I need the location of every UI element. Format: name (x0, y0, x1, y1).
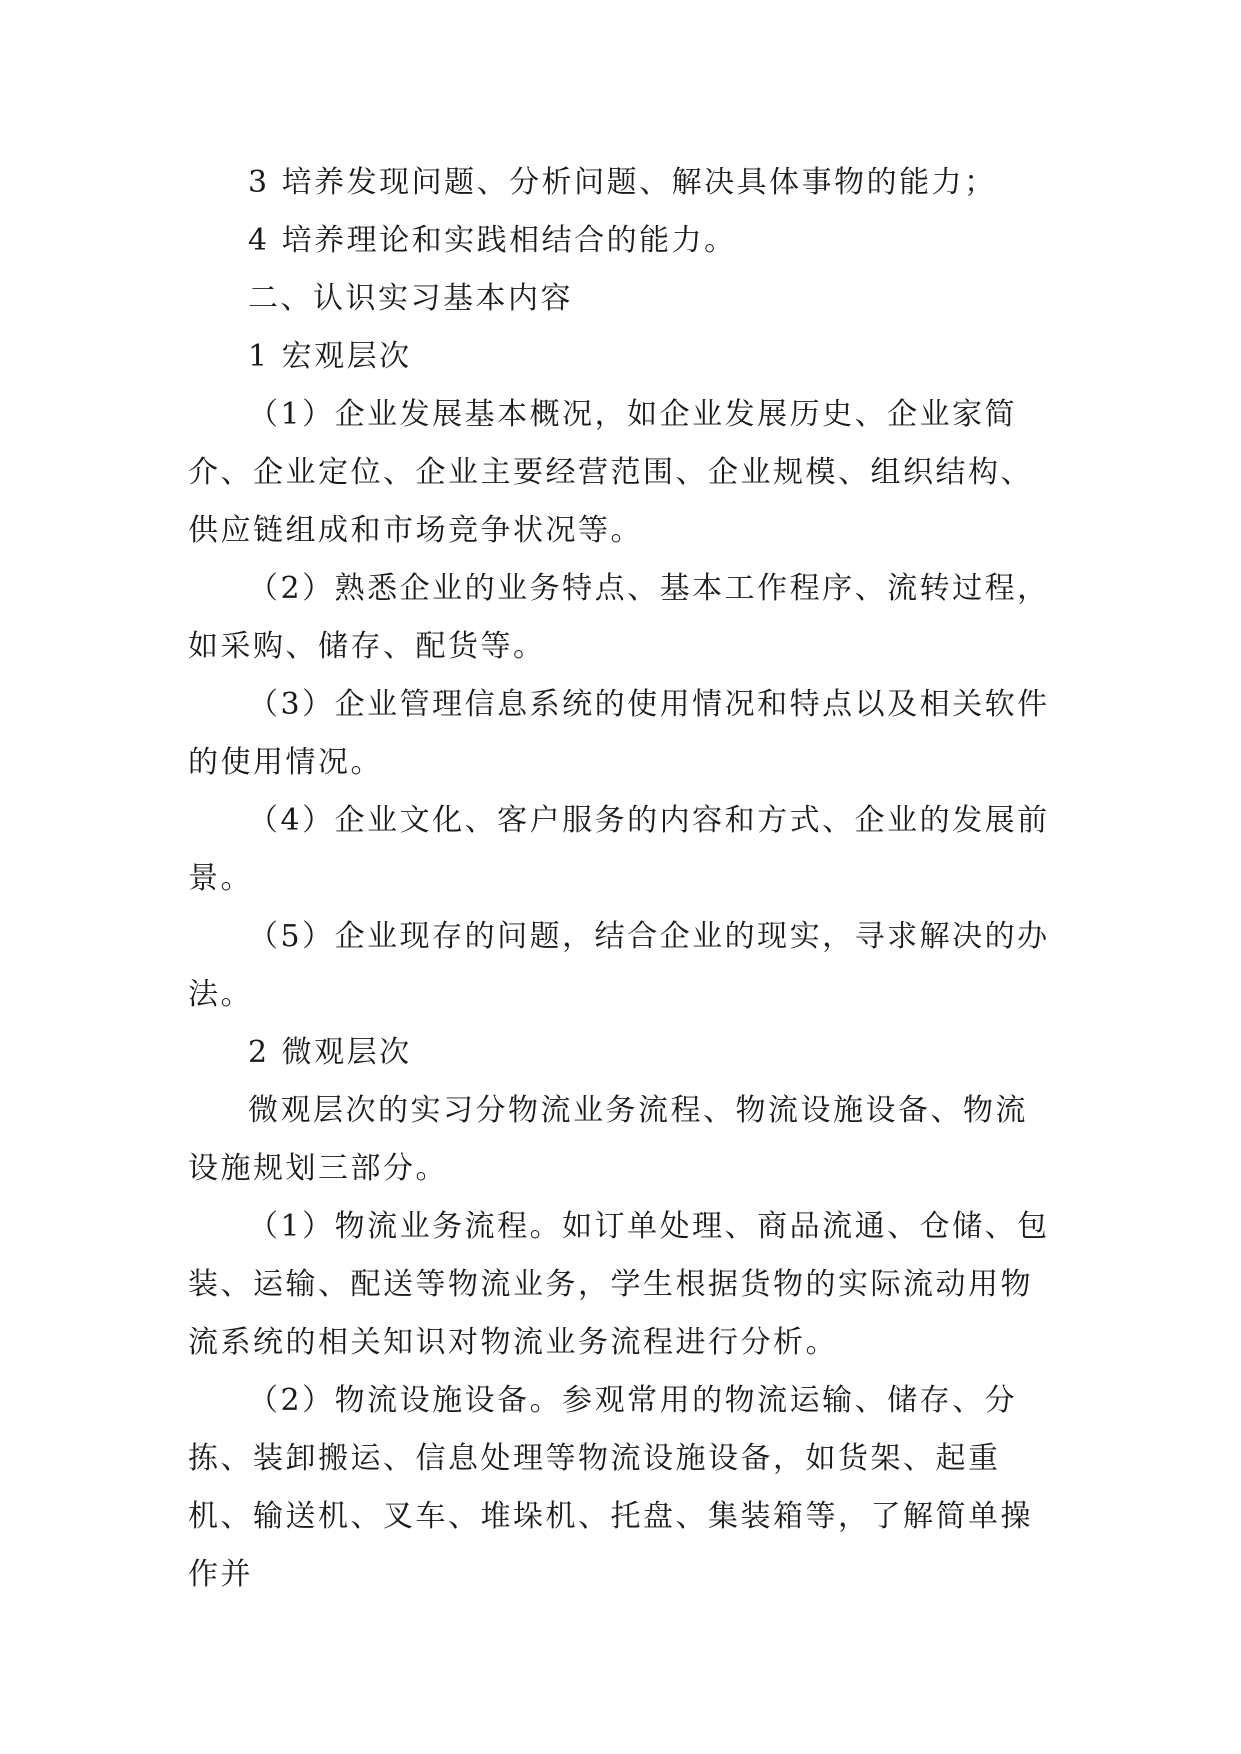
micro-item-1: （1）物流业务流程。如订单处理、商品流通、仓储、包装、运输、配送等物流业务，学生根据货物的实际流动用物流系统的相关知识对物流业务流程进行分析。 (188, 1209, 1050, 1360)
list-item-goal-3: 3 培养发现问题、分析问题、解决具体事物的能力； (248, 165, 997, 200)
macro-item-4: （4）企业文化、客户服务的内容和方式、企业的发展前景。 (188, 803, 1050, 896)
macro-item-3: （3）企业管理信息系统的使用情况和特点以及相关软件的使用情况。 (188, 687, 1050, 780)
document-body (188, 154, 1058, 1604)
section-heading-basic-content: 二、认识实习基本内容 (248, 281, 573, 316)
macro-item-5: （5）企业现存的问题，结合企业的现实，寻求解决的办法。 (188, 919, 1050, 1012)
list-item-goal-4: 4 培养理论和实践相结合的能力。 (248, 223, 737, 258)
macro-item-1: （1）企业发展基本概况，如企业发展历史、企业家简介、企业定位、企业主要经营范围、企业规模、组织结构、供应链组成和市场竞争状况等。 (188, 397, 1033, 548)
subsection-heading-micro-level: 2 微观层次 (248, 1035, 412, 1070)
subsection-heading-macro-level: 1 宏观层次 (248, 339, 412, 374)
macro-item-2: （2）熟悉企业的业务特点、基本工作程序、流转过程，如采购、储存、配货等。 (188, 571, 1050, 664)
micro-item-2: （2）物流设施设备。参观常用的物流运输、储存、分拣、装卸搬运、信息处理等物流设施设备，如货架、起重机、输送机、叉车、堆垛机、托盘、集装箱等，了解简单操作并 (188, 1383, 1033, 1592)
micro-level-intro: 微观层次的实习分物流业务流程、物流设施设备、物流设施规划三部分。 (188, 1093, 1028, 1186)
